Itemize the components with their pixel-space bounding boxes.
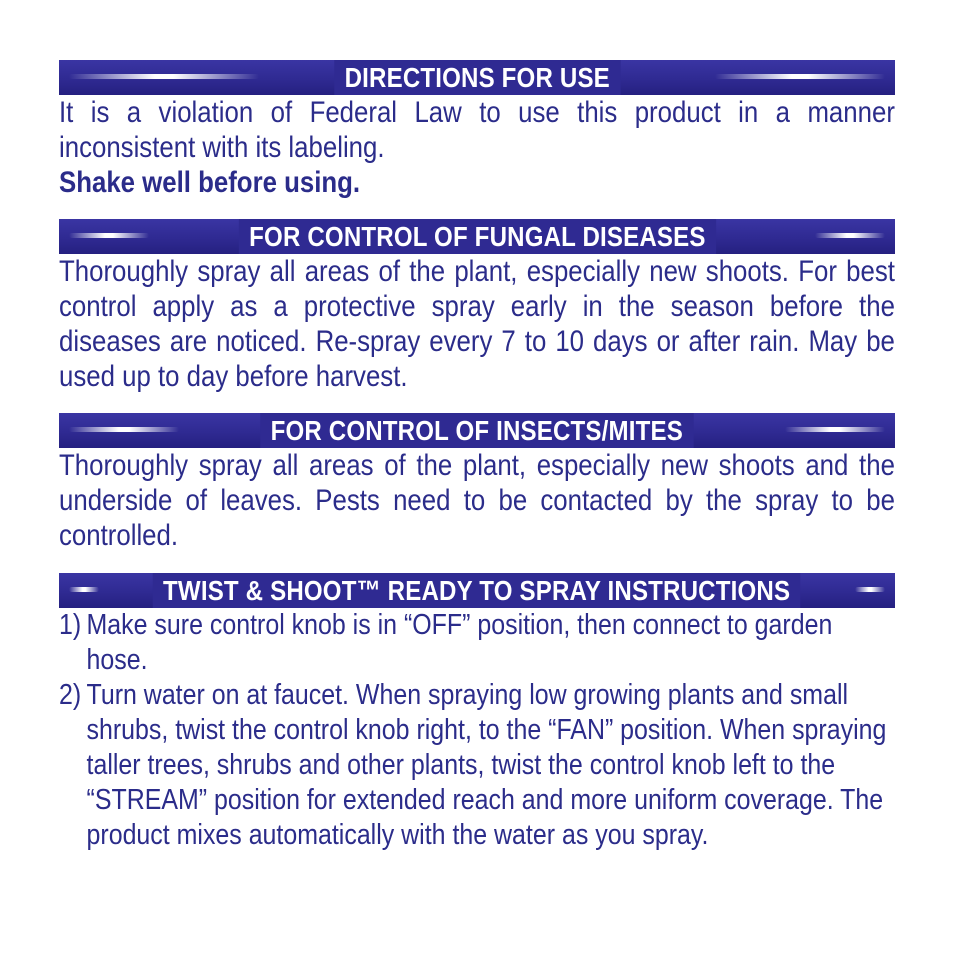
section-heading-directions: DIRECTIONS FOR USE xyxy=(334,60,620,95)
section-banner-insects xyxy=(59,413,895,448)
fungal-text: Thoroughly spray all areas of the plant, especially new shoots. For best control apply as a protective spray early in the season before the diseases are noticed. Re-spray every 7 to 10 days or after rain. May be used up to day before harvest. xyxy=(59,255,895,393)
shake-well-text: Shake well before using. xyxy=(59,166,361,199)
section-heading-twist: TWIST & SHOOT™ READY TO SPRAY INSTRUCTIONS xyxy=(153,573,801,608)
instruction-steps xyxy=(59,608,895,853)
section-banner-directions xyxy=(59,60,895,95)
step-text: Make sure control knob is in “OFF” position, then connect to garden hose. xyxy=(86,609,833,676)
insects-text: Thoroughly spray all areas of the plant, especially new shoots and the underside of leaves. Pests need to be contacted by the spray to be controlled. xyxy=(59,449,895,552)
directions-text: It is a violation of Federal Law to use this product in a manner inconsistent with its labeling. xyxy=(59,96,895,164)
step-number: 1) xyxy=(59,609,82,641)
section-heading-insects: FOR CONTROL OF INSECTS/MITES xyxy=(260,413,693,448)
label-panel xyxy=(59,60,895,853)
instruction-step xyxy=(59,678,895,853)
section-banner-fungal xyxy=(59,219,895,254)
instruction-step xyxy=(59,608,895,678)
section-banner-twist xyxy=(59,573,895,608)
section-heading-fungal: FOR CONTROL OF FUNGAL DISEASES xyxy=(238,219,715,254)
step-number: 2) xyxy=(59,679,82,711)
step-text: Turn water on at faucet. When spraying low growing plants and small shrubs, twist the control knob right, to the “FAN” position. When spraying taller trees, shrubs and other plants, twist the control knob left to the “STREAM” position for extended reach and more uniform coverage. The product mixes automatically with the water as you spray. xyxy=(86,679,887,851)
